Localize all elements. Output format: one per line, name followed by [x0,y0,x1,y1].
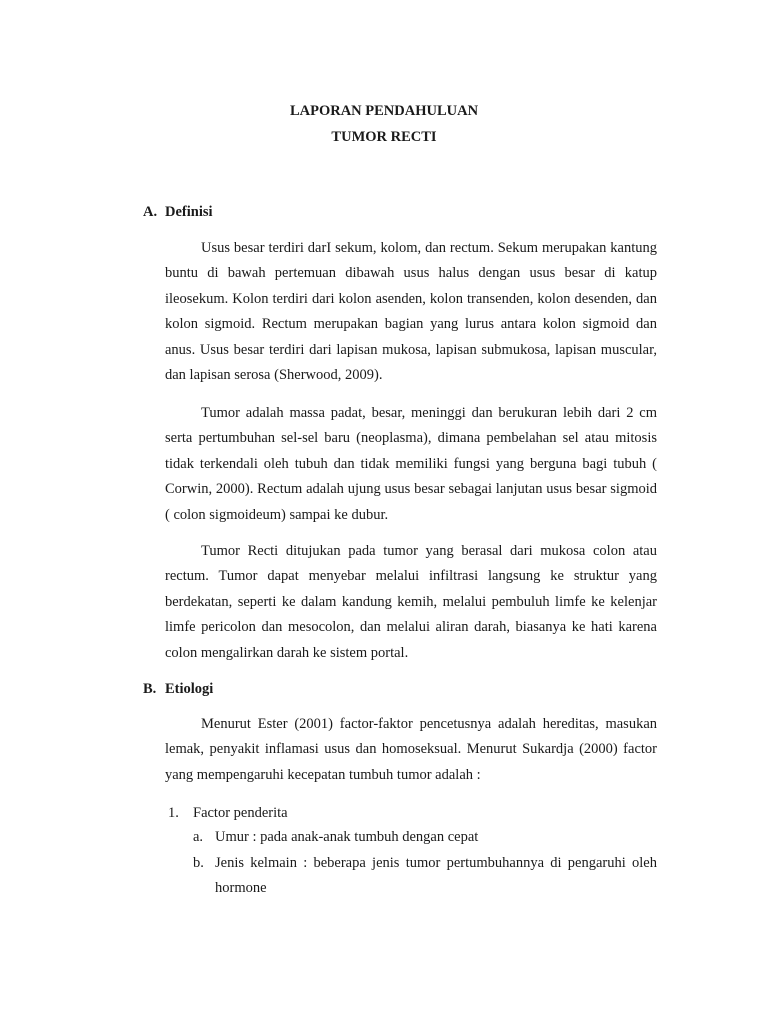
section-a-heading [143,204,213,221]
sublist-item-b-text: Jenis kelmain : beberapa jenis tumor pertumbuhannya di pengaruhi oleh hormone [215,855,657,897]
definisi-paragraph-3: Tumor Recti ditujukan pada tumor yang berasal dari mukosa colon atau rectum. Tumor dapat menyebar melalui infiltrasi langsung ke struktur yang berdekatan, seperti ke dalam kandung kemih, melalui pembuluh limfe ke kelenjar limfe pericolon dan mesocolon, dan melalui aliran darah, biasanya ke hati karena colon mengalirkan darah ke sistem portal. [165,543,657,661]
list-item-1 [168,805,288,822]
definisi-paragraph-1: Usus besar terdiri darI sekum, kolom, dan rectum. Sekum merupakan kantung buntu di bawah pertemuan dibawah usus halus dengan usus besar di katup ileosekum. Kolon terdiri dari kolon asenden, kolon transenden, kolon desenden, dan kolon sigmoid. Rectum merupakan bagian yang lurus antara kolon sigmoid dan anus. Usus besar terdiri dari lapisan mukosa, lapisan submukosa, lapisan muscular, dan lapisan serosa (Sherwood, 2009). [165,240,657,384]
section-a-label: A. [143,204,158,220]
document-subtitle: TUMOR RECTI [331,129,437,145]
sublist-item-b [193,851,657,902]
definisi-paragraph-2: Tumor adalah massa padat, besar, meninggi dan berukuran lebih dari 2 cm serta pertumbuhan sel-sel baru (neoplasma), dimana pembelahan sel atau mitosis tidak terkendali oleh tubuh dan tidak memiliki fungsi yang berguna bagi tubuh ( Corwin, 2000). Rectum adalah ujung usus besar sebagai lanjutan usus besar sigmoid ( colon sigmoideum) sampai ke dubur. [165,405,657,523]
section-b-title: Etiologi [165,681,214,697]
sublist-item-a-label: a. [193,829,204,845]
section-b-label: B. [143,681,157,697]
sublist-item-b-label: b. [193,855,204,871]
etiologi-paragraph-1: Menurut Ester (2001) factor-faktor pencetusnya adalah hereditas, masukan lemak, penyakit inflamasi usus dan homoseksual. Menurut Sukardja (2000) factor yang mempengaruhi kecepatan tumbuh tumor adalah : [165,716,657,783]
list-item-1-number: 1. [168,805,179,821]
sublist-item-a-text: Umur : pada anak-anak tumbuh dengan cepat [215,829,479,845]
sublist-item-a [193,825,657,850]
list-item-1-text: Factor penderita [193,805,288,821]
document-title: LAPORAN PENDAHULUAN [289,103,479,119]
section-b-heading [143,681,213,698]
section-a-title: Definisi [165,204,213,220]
